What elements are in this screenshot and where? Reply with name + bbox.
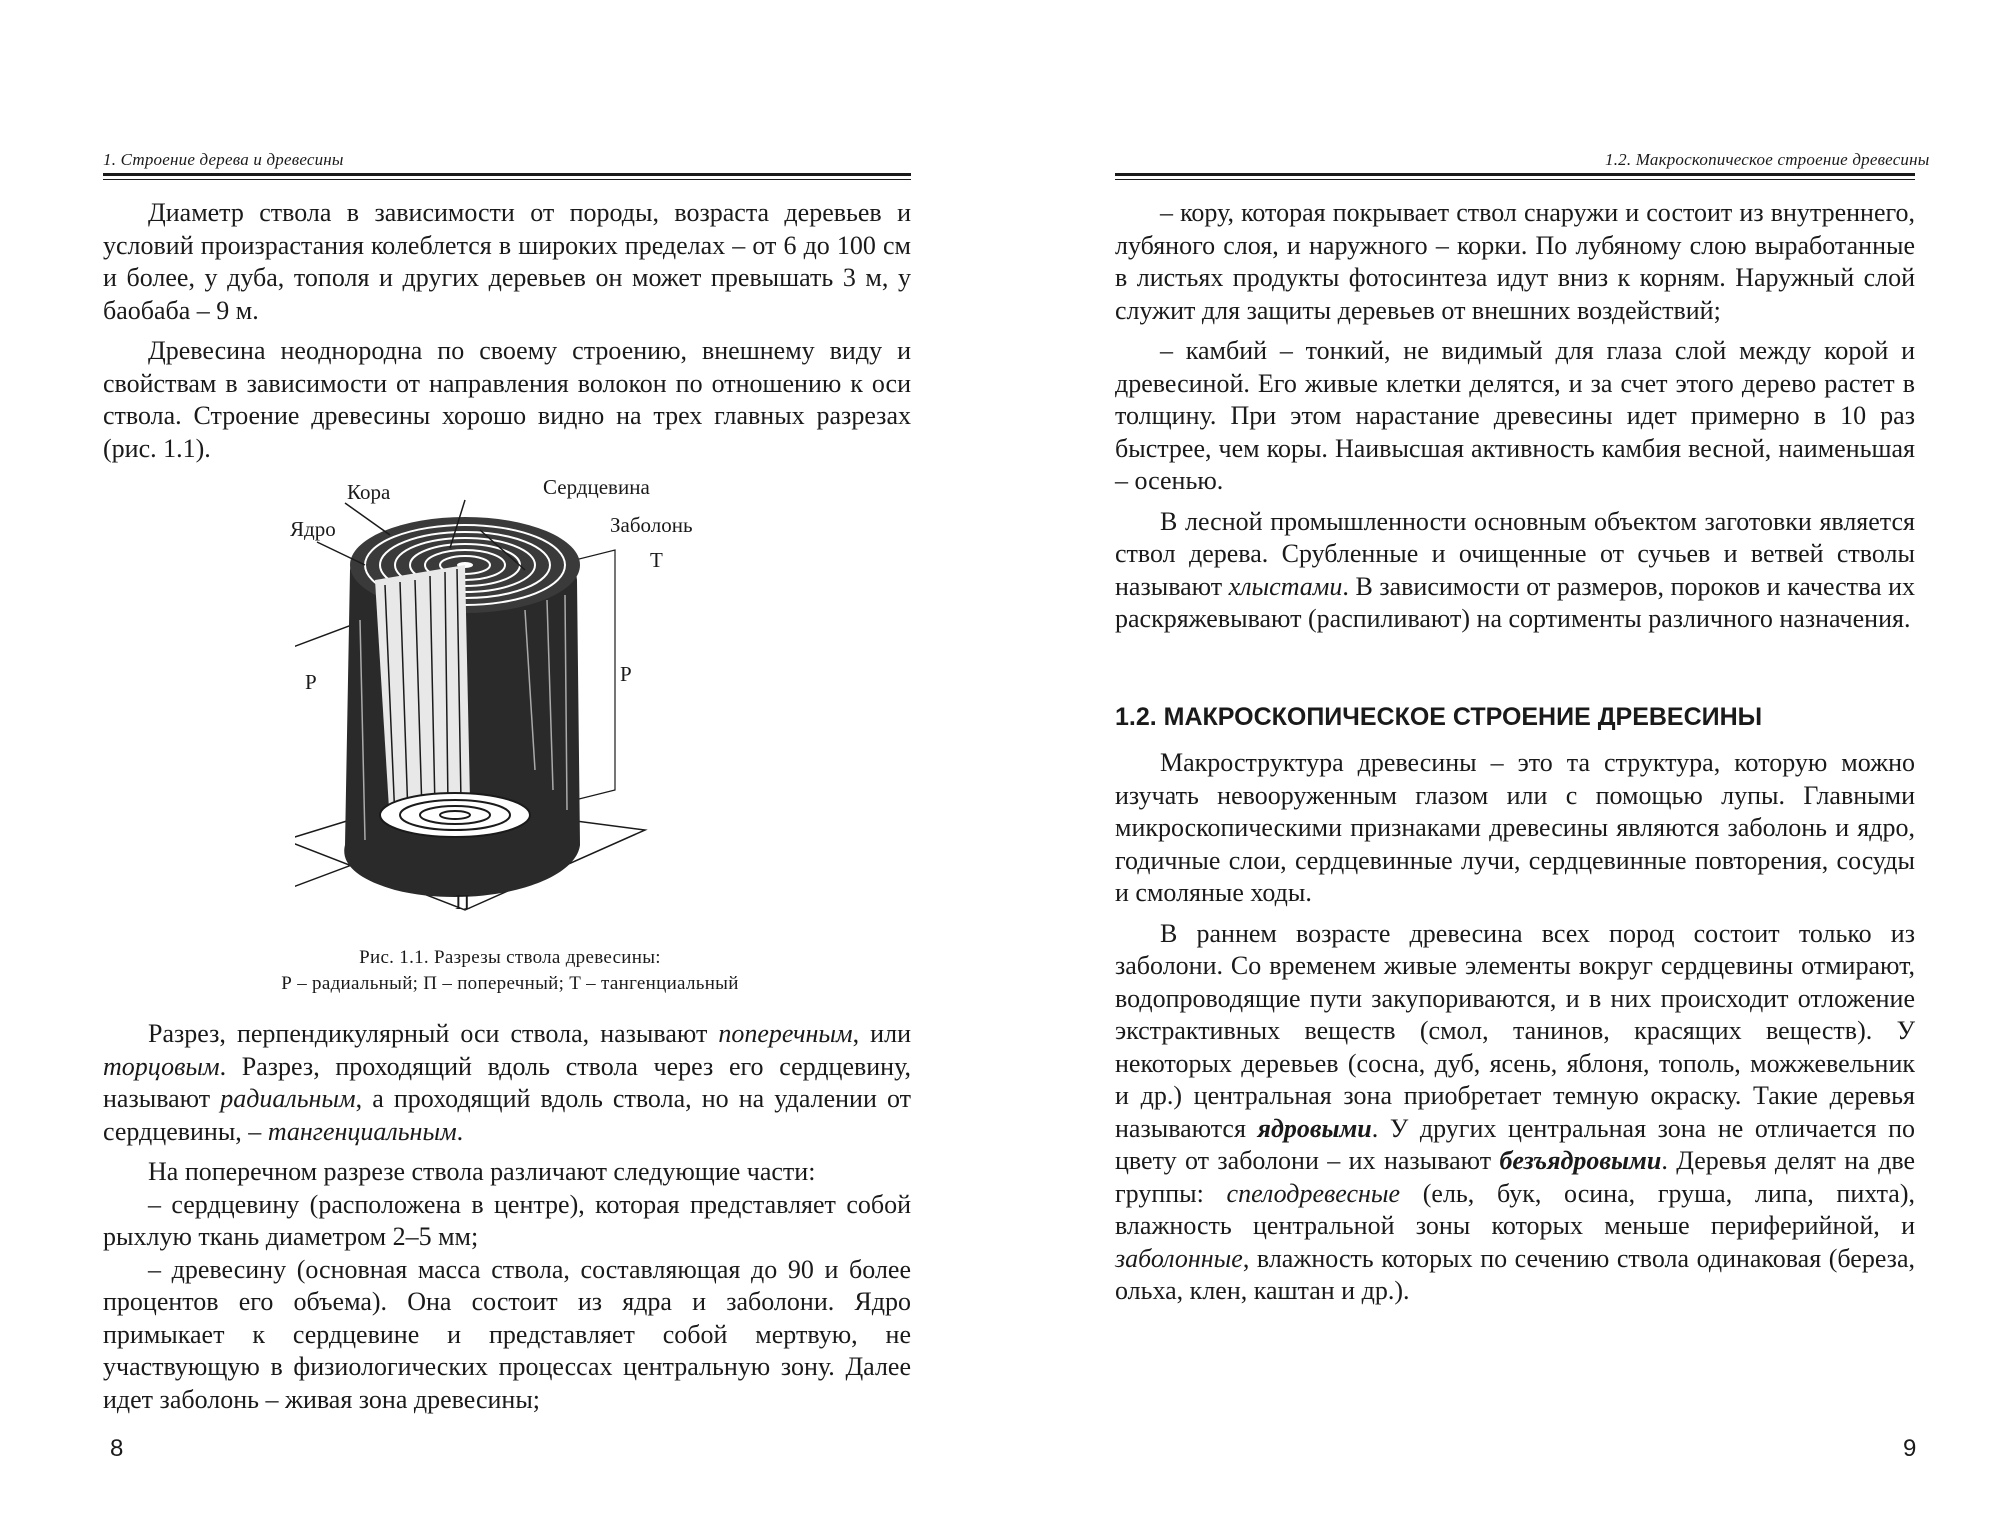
page-number-left: 8 bbox=[110, 1435, 124, 1462]
header-rule-right bbox=[1115, 173, 1915, 176]
label-tangential: Т bbox=[650, 548, 663, 572]
paragraph: На поперечном разрезе ствола различают следующие части: bbox=[148, 1157, 816, 1186]
paragraph: – кору, которая покрывает ствол снаружи и состоит из внутреннего, лубяного слоя, и наружного – корки. По лубяному слою выработанные в листьях продукты фотосинтеза идут вниз к корням. Наружный слой служит для защиты деревьев от внешних воздействий; bbox=[1115, 198, 1915, 325]
paragraph: – сердцевину (расположена в центре), которая представляет собой рыхлую ткань диаметром 2–5 мм; bbox=[103, 1189, 911, 1251]
running-head-left: 1. Строение дерева и древесины bbox=[103, 150, 344, 169]
paragraph: В лесной промышленности основным объектом заготовки является ствол дерева. Срубленные и очищенные от сучьев и ветвей стволы называют хлыстами. В зависимости от размеров, пороков и качества их раскряжевывают (распиливают) на сортименты различного назначения. bbox=[1115, 506, 1915, 633]
label-heartwood: Ядро bbox=[290, 517, 336, 541]
label-cross: П bbox=[455, 890, 471, 914]
label-radial-left: Р bbox=[305, 670, 317, 694]
paragraph: – древесину (основная масса ствола, составляющая до 90 и более процентов его объема). Она состоит из ядра и заболони. Ядро примыкает к сердцевине и представляет собой мертвую, не участвующую в физиологических процессах центральную зону. Далее идет заболонь – живая зона древесины; bbox=[103, 1254, 911, 1414]
right-page bbox=[1000, 0, 2000, 1533]
label-pith: Сердцевина bbox=[543, 475, 650, 499]
paragraph: – камбий – тонкий, не видимый для глаза слой между корой и древесиной. Его живые клетки делятся, и за счет этого дерево растет в толщину. При этом нарастание древесины идет примерно в 10 раз быстрее, чем коры. Наивысшая активность камбия весной, наименьшая – осенью. bbox=[1115, 336, 1915, 495]
header-rule-right-thin bbox=[1115, 179, 1915, 180]
label-bark: Кора bbox=[347, 480, 391, 504]
label-radial-right: Р bbox=[620, 662, 632, 686]
paragraph: В раннем возрасте древесина всех пород состоит только из заболони. Со временем живые элементы вокруг сердцевины отмирают, водопроводящие пути закупориваются, и в них происходит отложение экстрактивных веществ (смол, танинов, красящих веществ). У некоторых деревьев (сосна, дуб, ясень, яблоня, тополь, можжевельник и др.) центральная зона приобретает темную окраску. Такие деревья называются ядровыми. У других центральная зона не отличается по цвету от заболони – их называют безъядровыми. Деревья делят на две группы: спелодревесные (ель, бук, осина, груша, липа, пихта), влажность центральной зоны которых меньше периферийной, и заболонные, влажность которых по сечению ствола одинаковая (береза, ольха, клен, каштан и др.). bbox=[1115, 918, 1915, 1305]
figure-caption bbox=[180, 945, 840, 997]
caption-line-2: Р – радиальный; П – поперечный; Т – тангенциальный bbox=[281, 973, 739, 994]
body-text-right bbox=[1115, 197, 1915, 1316]
figure-trunk-sections bbox=[290, 470, 725, 920]
paragraph: Древесина неоднородна по своему строению, внешнему виду и свойствам в зависимости от направления волокон по отношению к оси ствола. Строение древесины хорошо видно на трех главных разрезах (рис. 1.1). bbox=[103, 336, 911, 463]
paragraph: Макроструктура древесины – это та структура, которую можно изучать невооруженным глазом или с помощью лупы. Главными микроскопическими признаками древесины являются заболонь и ядро, годичные слои, сердцевинные лучи, сердцевинные повторения, сосуды и смоляные ходы. bbox=[1115, 748, 1915, 907]
header-rule-left-thin bbox=[103, 179, 911, 180]
caption-line-1: Рис. 1.1. Разрезы ствола древесины: bbox=[359, 947, 661, 968]
paragraph: Разрез, перпендикулярный оси ствола, называют поперечным, или торцовым. Разрез, проходящий вдоль ствола через его сердцевину, называют радиальным, а проходящий вдоль ствола, но на удалении от сердцевины, – тангенциальным. bbox=[103, 1019, 911, 1146]
header-rule-left bbox=[103, 173, 911, 176]
body-text-left bbox=[103, 1018, 911, 1424]
page-number-right: 9 bbox=[1903, 1435, 1917, 1462]
paragraph: Диаметр ствола в зависимости от породы, возраста деревьев и условий произрастания колеблется в широких пределах – от 6 до 100 см и более, у дуба, тополя и других деревьев он может превышать 3 м, у баобаба – 9 м. bbox=[103, 198, 911, 325]
trunk-illustration bbox=[295, 470, 725, 920]
intro-text bbox=[103, 197, 911, 473]
section-heading: 1.2. МАКРОСКОПИЧЕСКОЕ СТРОЕНИЕ ДРЕВЕСИНЫ bbox=[1115, 702, 1763, 731]
running-head-right: 1.2. Макроскопическое строение древесины bbox=[1605, 150, 1930, 169]
label-sapwood: Заболонь bbox=[610, 513, 693, 537]
